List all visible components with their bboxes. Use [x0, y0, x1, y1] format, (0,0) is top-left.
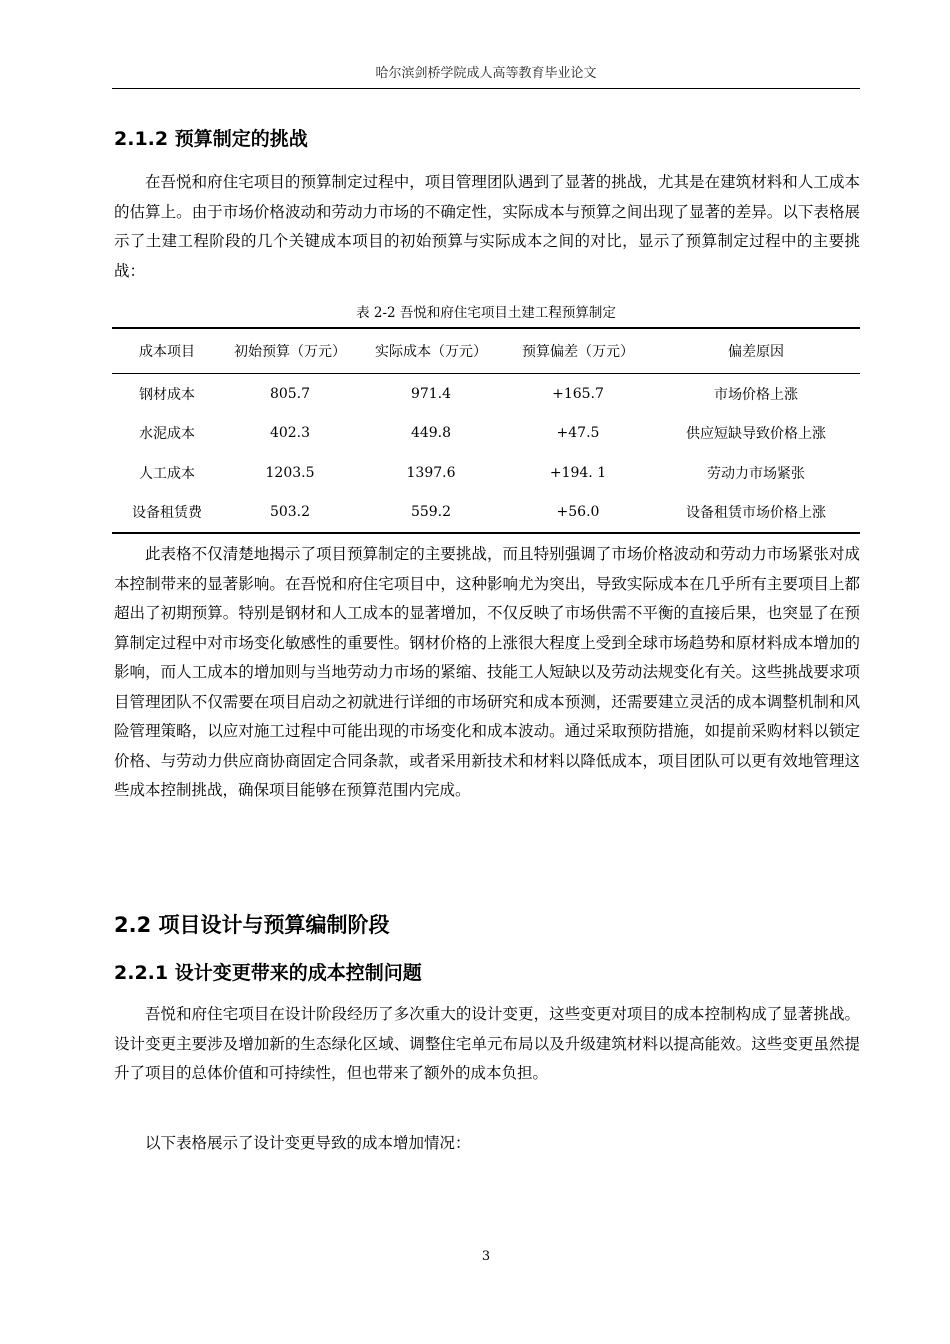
table-cell: 1397.6 [406, 464, 456, 481]
table-cell: 402.3 [269, 425, 311, 442]
table-caption: 表 2-2 吾悦和府住宅项目土建工程预算制定 [356, 305, 616, 321]
table-cell: 503.2 [269, 504, 311, 521]
paragraph-table-analysis: 此表格不仅清楚地揭示了项目预算制定的主要挑战，而且特别强调了市场价格波动和劳动力市场紧张对成本控制带来的显著影响。在吾悦和府住宅项目中，这种影响尤为突出，导致实际成本在几乎所有主要项目上都超出了初期预算。特别是钢材和人工成本的显著增加，不仅反映了市场供需不平衡的直接后果，也突显了在预算制定过程中对市场变化敏感性的重要性。钢材价格的上涨很大程度上受到全球市场趋势和原材料成本增加的影响，而人工成本的增加则与当地劳动力市场的紧缩、技能工人短缺以及劳动法规变化有关。这些挑战要求项目管理团队不仅需要在项目启动之初就进行详细的市场研究和成本预测，还需要建立灵活的成本调整机制和风险管理策略，以应对施工过程中可能出现的市场变化和成本波动。通过采取预防措施，如提前采购材料以锁定价格、与劳动力供应商协商固定合同条款，或者采用新技术和材料以降低成本，项目团队可以更有效地管理这些成本控制挑战，确保项目能够在预算范围内完成。 [114, 545, 860, 799]
column-header: 实际成本（万元） [375, 344, 487, 360]
table-row [112, 414, 860, 454]
table-cell: 设备租赁市场价格上涨 [686, 505, 826, 522]
paragraph-budget-challenge: 在吾悦和府住宅项目的预算制定过程中，项目管理团队遇到了显著的挑战，尤其是在建筑材料和人工成本的估算上。由于市场价格波动和劳动力市场的不确定性，实际成本与预算之间出现了显著的差异。以下表格展示了土建工程阶段的几个关键成本项目的初始预算与实际成本之间的对比，显示了预算制定过程中的主要挑战： [114, 173, 860, 280]
table-cell: 449.8 [410, 425, 452, 442]
table-header-row [112, 328, 860, 374]
section-heading-2-2-1: 2.2.1 设计变更带来的成本控制问题 [114, 962, 422, 984]
budget-table [112, 327, 860, 534]
column-header: 初始预算（万元） [234, 344, 346, 360]
table-cell: 钢材成本 [139, 386, 195, 403]
column-header: 预算偏差（万元） [522, 344, 634, 360]
table-cell: 805.7 [269, 385, 311, 402]
table-row [112, 453, 860, 493]
table-cell: 设备租赁费 [132, 505, 202, 522]
table-cell: 559.2 [410, 504, 452, 521]
section-heading-2-2: 2.2 项目设计与预算编制阶段 [114, 913, 390, 937]
table-cell: +194. 1 [549, 464, 607, 481]
paragraph-design-changes: 吾悦和府住宅项目在设计阶段经历了多次重大的设计变更，这些变更对项目的成本控制构成了显著挑战。设计变更主要涉及增加新的生态绿化区域、调整住宅单元布局以及升级建筑材料以提高能效。这些变更虽然提升了项目的总体价值和可持续性，但也带来了额外的成本负担。 [114, 1005, 860, 1082]
table-cell: 劳动力市场紧张 [707, 465, 805, 482]
paragraph-table-intro: 以下表格展示了设计变更导致的成本增加情况： [145, 1134, 471, 1152]
table-cell: +47.5 [556, 425, 600, 442]
column-header: 偏差原因 [728, 344, 784, 360]
table-cell: 供应短缺导致价格上涨 [686, 426, 826, 443]
table-cell: 人工成本 [139, 465, 195, 482]
table-row [112, 374, 860, 414]
table-cell: +56.0 [556, 504, 600, 521]
table-cell: +165.7 [552, 385, 604, 402]
column-header: 成本项目 [139, 344, 195, 360]
table-row [112, 493, 860, 534]
page-header: 哈尔滨剑桥学院成人高等教育毕业论文 [375, 66, 597, 81]
page-number: 3 [481, 1249, 491, 1264]
header-rule [112, 88, 860, 89]
section-heading-2-1-2: 2.1.2 预算制定的挑战 [114, 128, 308, 150]
table-cell: 水泥成本 [139, 426, 195, 443]
table-cell: 1203.5 [265, 464, 315, 481]
table-cell: 市场价格上涨 [714, 386, 798, 403]
table-cell: 971.4 [410, 385, 452, 402]
